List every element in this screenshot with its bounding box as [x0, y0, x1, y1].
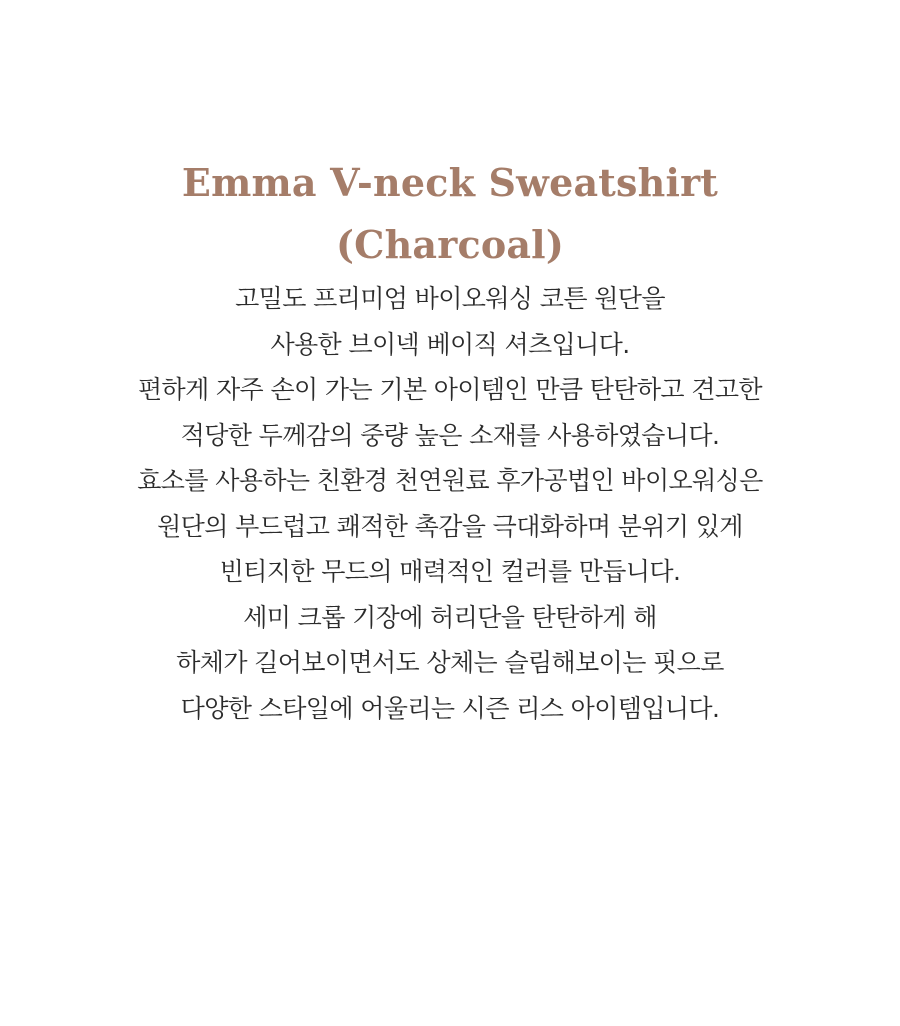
- description-paragraph-2: [0, 367, 900, 595]
- description-line: 하체가 길어보이면서도 상체는 슬림해보이는 핏으로: [176, 648, 724, 677]
- description-line: 고밀도 프리미엄 바이오워싱 코튼 원단을: [235, 284, 665, 313]
- description-line: 효소를 사용하는 친환경 천연원료 후가공법인 바이오워싱은: [137, 466, 763, 495]
- description-line: 편하게 자주 손이 가는 기본 아이템인 만큼 탄탄하고 견고한: [138, 375, 762, 404]
- description-line: 빈티지한 무드의 매력적인 컬러를 만듭니다.: [219, 557, 681, 586]
- description-line: 사용한 브이넥 베이직 셔츠입니다.: [270, 329, 630, 359]
- description-line: 적당한 두께감의 중량 높은 소재를 사용하였습니다.: [180, 420, 720, 450]
- product-title: [0, 152, 900, 276]
- product-description: [0, 276, 900, 731]
- description-paragraph-1: [0, 276, 900, 367]
- product-title-line-1: Emma V-neck Sweatshirt: [181, 160, 719, 205]
- product-title-line-2: (Charcoal): [335, 222, 564, 267]
- description-paragraph-3: [0, 595, 900, 732]
- description-line: 원단의 부드럽고 쾌적한 촉감을 극대화하며 분위기 있게: [157, 511, 743, 541]
- description-line: 세미 크롭 기장에 허리단을 탄탄하게 해: [243, 602, 657, 632]
- description-line: 다양한 스타일에 어울리는 시즌 리스 아이템입니다.: [180, 693, 720, 723]
